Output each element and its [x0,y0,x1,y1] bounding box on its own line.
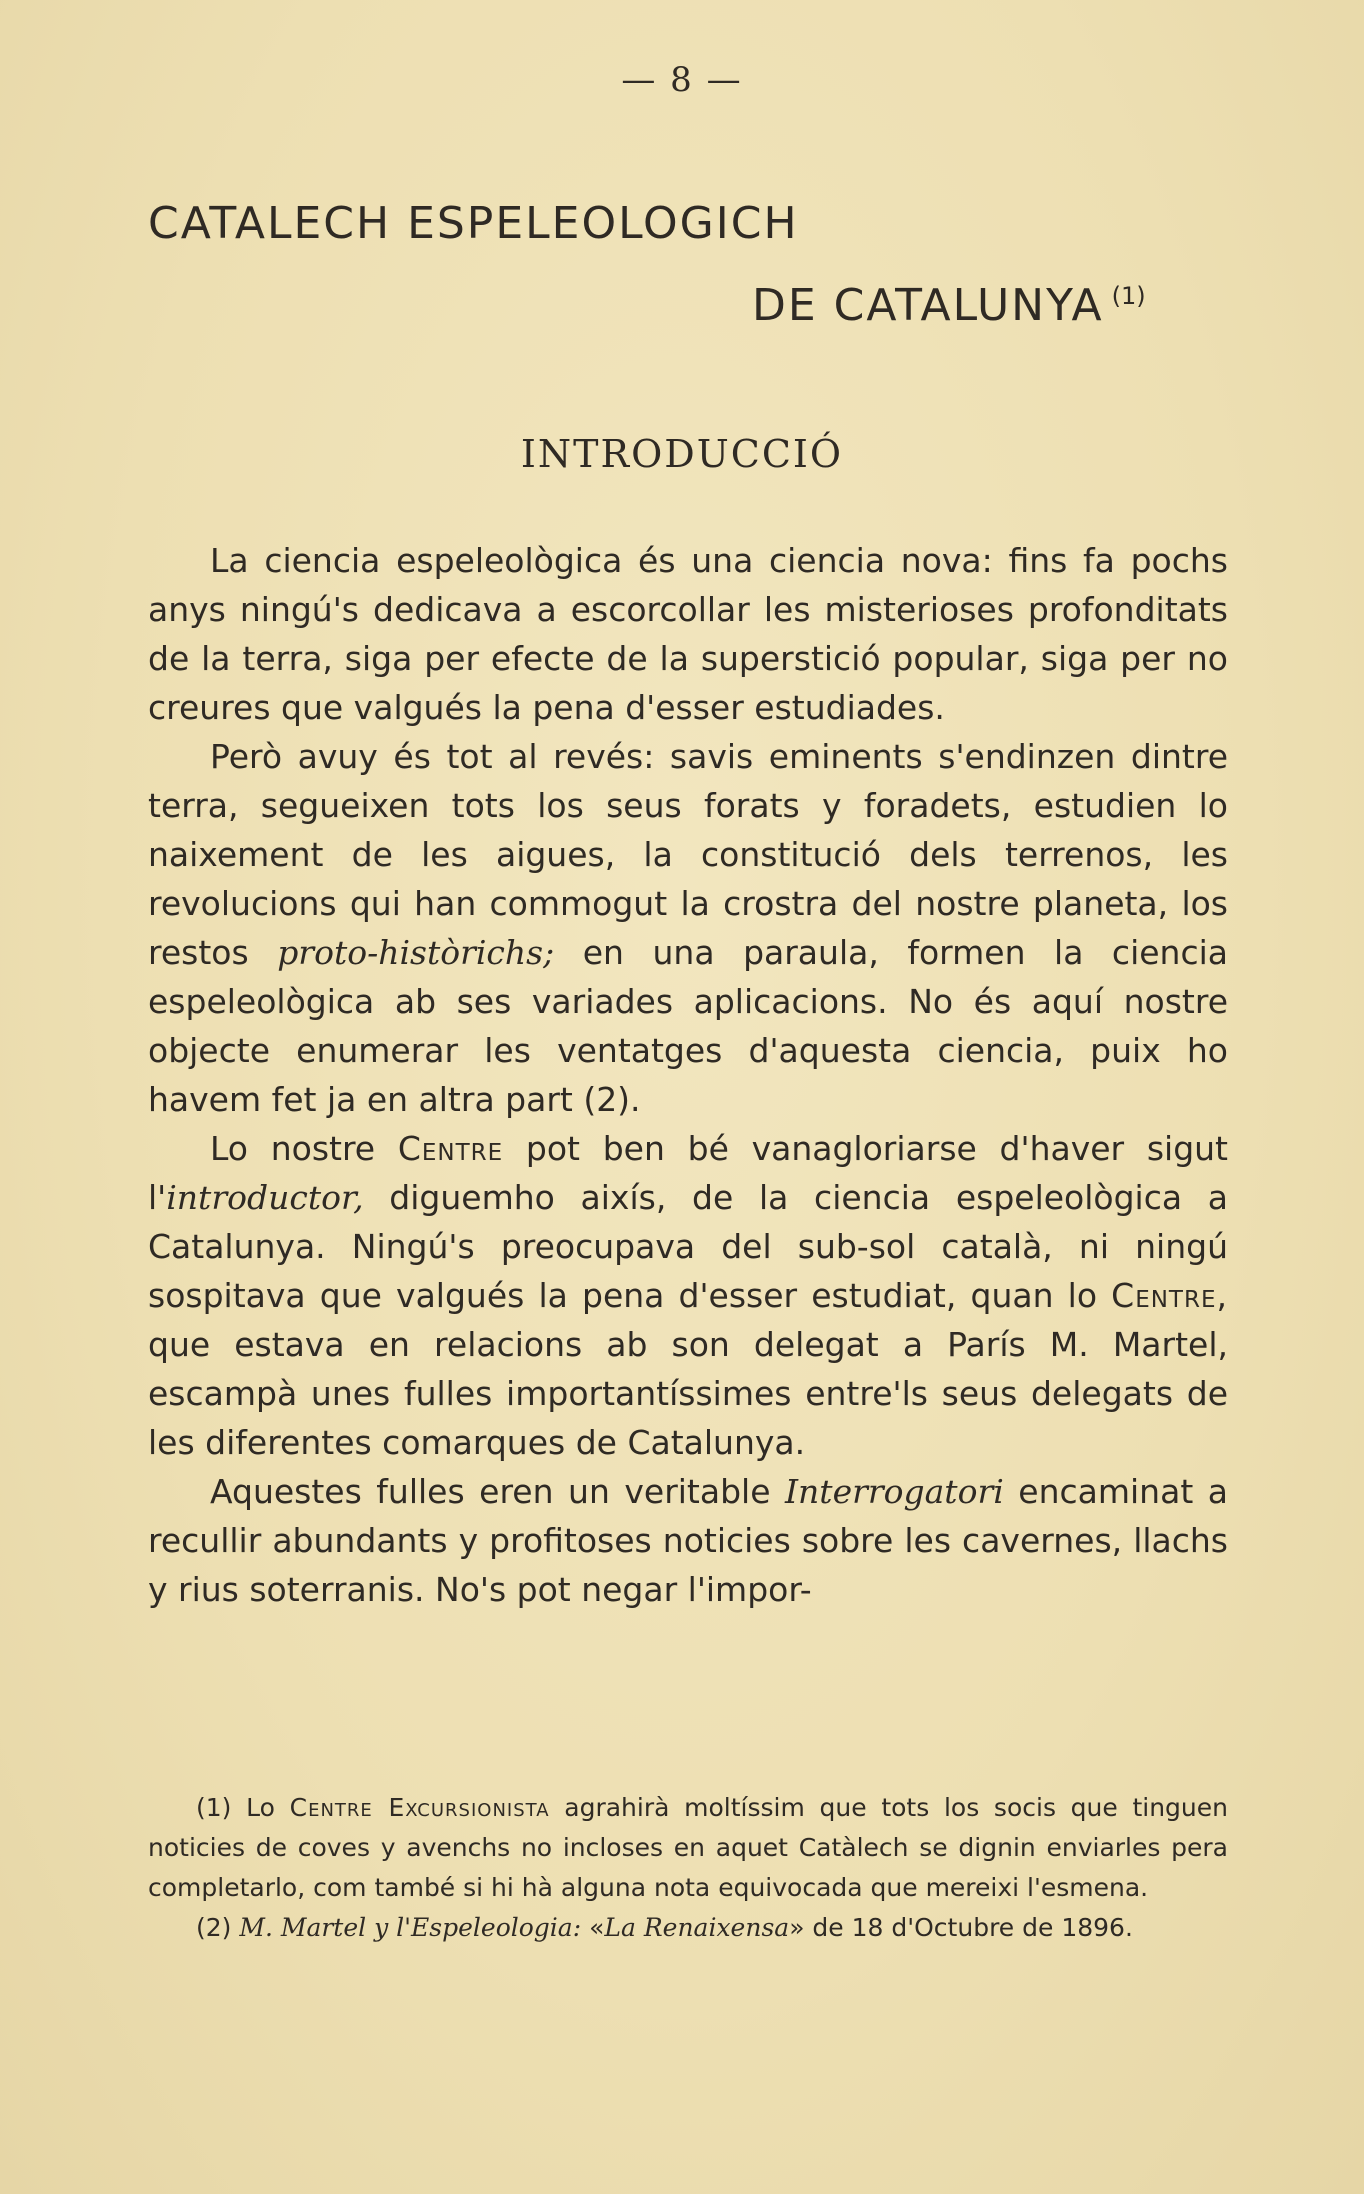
document-title-text: DE CATALUNYA [752,280,1104,331]
paragraph-4 [148,1467,1228,1614]
footnote-text: (1) Lo [196,1793,290,1822]
footnote-text: » de 18 d'Octubre de 1896. [789,1913,1133,1942]
italic-text: proto-històrichs; [277,933,555,972]
paragraph-text: encaminat a recullir abundants y profitoses noticies sobre les cavernes, llachs y rius soterranis. No's pot negar l'impor- [148,1472,1228,1609]
paragraph-2 [148,732,1228,1124]
document-title-line-2 [752,280,1146,331]
paragraph-text: pot ben bé vanagloriarse d'haver sigut l' [148,1129,1228,1217]
italic-text: M. Martel y l'Espeleologia: [239,1913,582,1942]
paragraph-text: Però avuy és tot al revés: savis eminents s'endinzen dintre terra, segueixen tots los seus forats y foradets, estudien lo naixement de les aigues, la constitució dels terrenos, les revolucions qui han commogut la crostra del nostre planeta, los restos [148,737,1228,972]
paragraph-text: La ciencia espeleològica és una ciencia nova: fins fa pochs anys ningú's dedicava a escorcollar les misterioses profonditats de la terra, siga per efecte de la superstició popular, siga per no creures que valgués la pena d'esser estudiades. [148,541,1228,727]
page-number: — 8 — [621,60,743,100]
italic-text: Interrogatori [785,1472,1004,1511]
document-title-line-1: CATALECH ESPELEOLOGICH [148,198,799,249]
paragraph-text: que estava en relacions ab son delegat a París M. Martel, escampà unes fulles importantíssimes entre'ls seus delegats de les diferentes comarques de Catalunya. [148,1325,1228,1462]
small-caps-text: Centre [397,1129,504,1168]
footnote-reference: (1) [1111,282,1146,311]
footnote-1 [148,1788,1228,1908]
paragraph-3 [148,1124,1228,1467]
paragraph-1 [148,536,1228,732]
paragraph-text: Lo nostre [210,1129,398,1168]
paragraph-text: diguemho aixís, de la ciencia espeleològica a Catalunya. Ningú's preocupava del sub-sol català, ni ningú sospitava que valgués la pena d'esser estudiat, quan lo [148,1178,1228,1315]
footnote-text: (2) [196,1913,240,1942]
paragraph-text: Aquestes fulles eren un veritable [210,1472,786,1511]
small-caps-text: Centre, [1111,1276,1228,1315]
section-heading: INTRODUCCIÓ [520,432,844,476]
footnote-text: agrahirà moltíssim que tots los socis que tinguen noticies de coves y avenchs no incloses en aquet Catàlech se dignin enviarles pera completarlo, com també si hi hà alguna nota equivocada que mereixi l'esmena. [148,1793,1228,1902]
body-text [148,536,1228,1614]
footnotes [148,1788,1228,1948]
small-caps-text: Centre Excursionista [289,1793,550,1822]
italic-text: introductor, [166,1178,364,1217]
footnote-2 [148,1908,1228,1948]
footnote-text: « [581,1913,605,1942]
italic-text: La Renaixensa [604,1913,790,1942]
paragraph-text: en una paraula, formen la ciencia espeleològica ab ses variades aplicacions. No és aquí nostre objecte enumerar les ventatges d'aquesta ciencia, puix ho havem fet ja en altra part (2). [148,933,1228,1119]
